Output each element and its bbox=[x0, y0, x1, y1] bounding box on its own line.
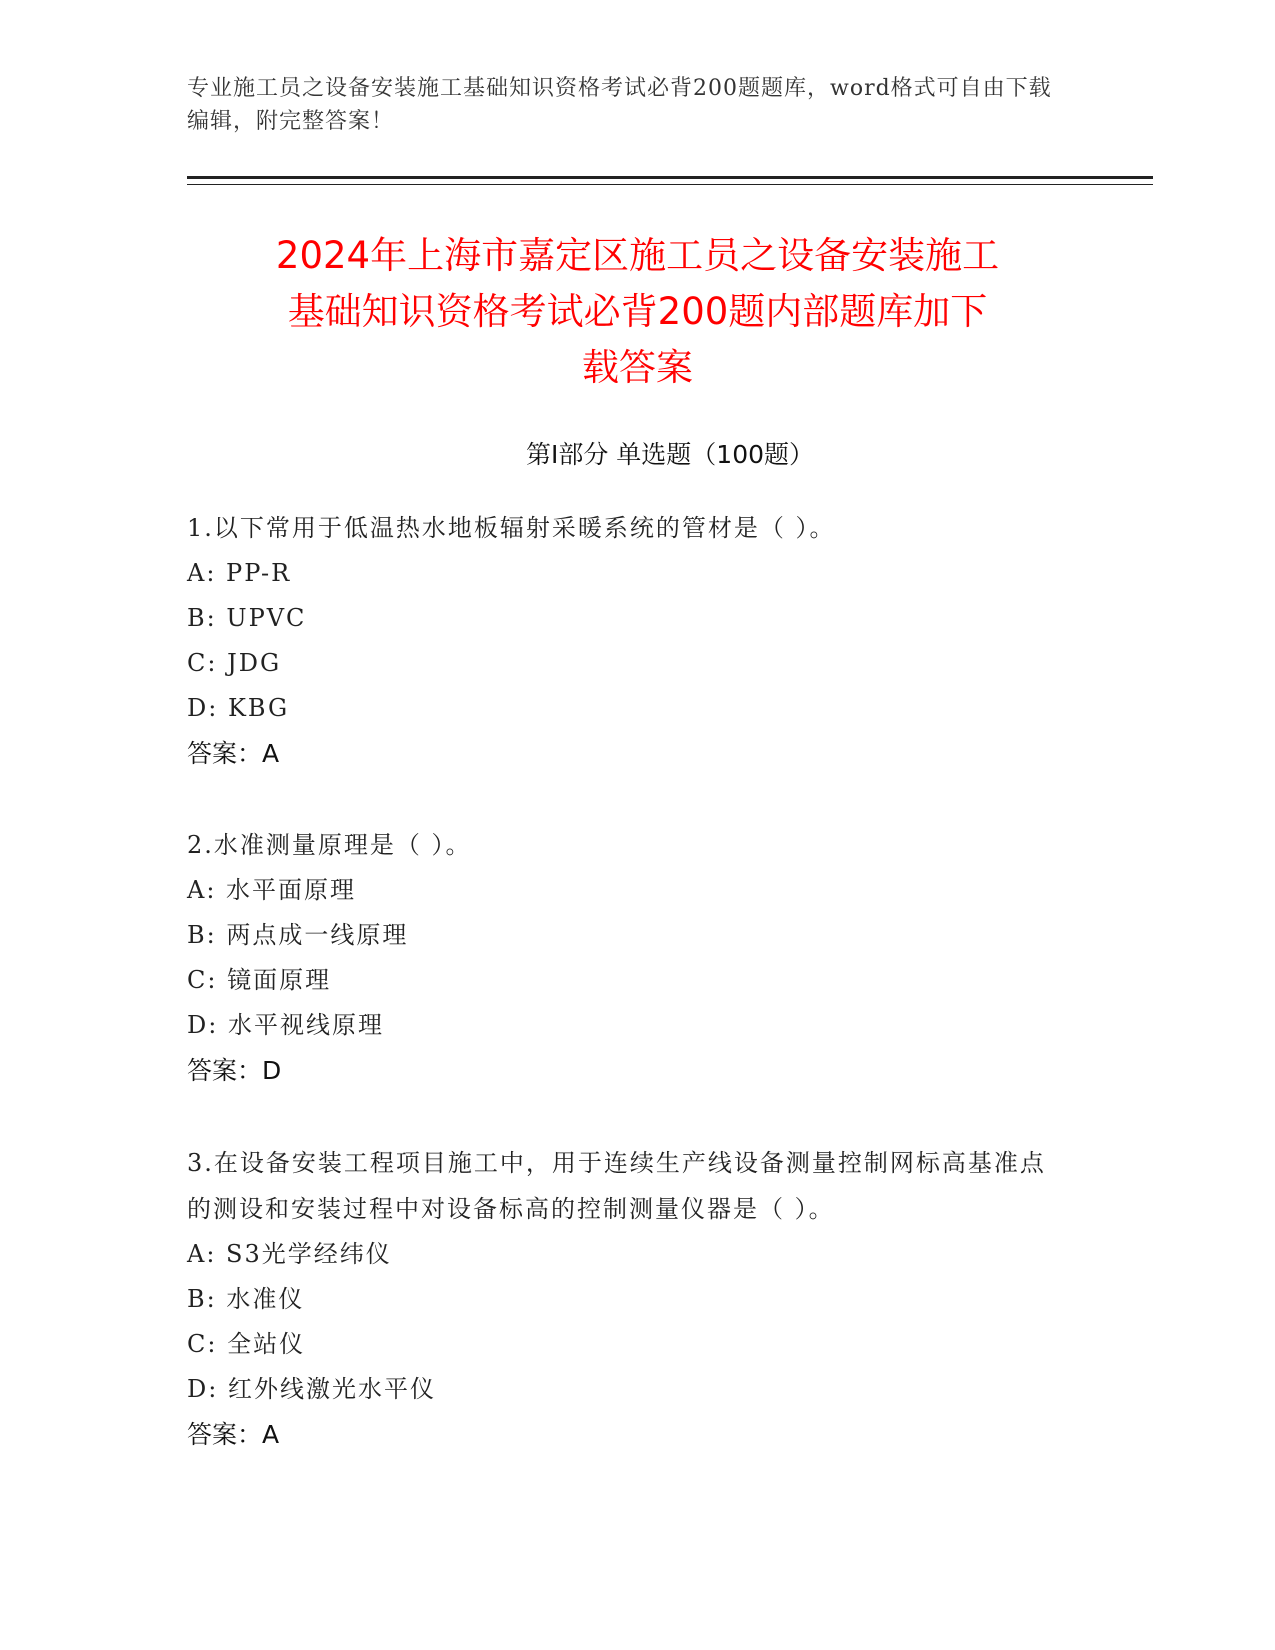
option-c: C: 镜面原理 bbox=[187, 966, 332, 994]
answer: 答案：A bbox=[187, 1420, 280, 1449]
option-d: D: 水平视线原理 bbox=[187, 1011, 384, 1039]
document-title bbox=[160, 228, 1115, 396]
title-line-2: 基础知识资格考试必背200题内部题库加下 bbox=[287, 290, 988, 333]
option-a: A: 水平面原理 bbox=[187, 876, 357, 904]
option-d: D: 红外线激光水平仪 bbox=[187, 1375, 436, 1403]
answer: 答案：A bbox=[187, 739, 280, 768]
question-1 bbox=[187, 505, 1067, 777]
question-3 bbox=[187, 1140, 1067, 1458]
section-title: 第Ⅰ部分 单选题（100题） bbox=[525, 440, 815, 469]
title-line-3: 载答案 bbox=[582, 346, 693, 389]
question-stem: 1.以下常用于低温热水地板辐射采暖系统的管材是（ ）。 bbox=[187, 514, 836, 542]
option-d: D: KBG bbox=[187, 694, 290, 722]
option-a: A: S3光学经纬仪 bbox=[187, 1240, 392, 1268]
option-c: C: JDG bbox=[187, 649, 282, 677]
option-b: B: 两点成一线原理 bbox=[187, 921, 409, 949]
option-b: B: UPVC bbox=[187, 604, 307, 632]
header-divider-thick bbox=[187, 176, 1153, 179]
header-note: 专业施工员之设备安装施工基础知识资格考试必背200题题库，word格式可自由下载编辑，附完整答案！ bbox=[187, 76, 1052, 134]
option-c: C: 全站仪 bbox=[187, 1330, 306, 1358]
question-stem: 3.在设备安装工程项目施工中，用于连续生产线设备测量控制网标高基准点的测设和安装过程中对设备标高的控制测量仪器是（ ）。 bbox=[187, 1149, 1046, 1223]
question-stem: 2.水准测量原理是（ ）。 bbox=[187, 831, 472, 859]
header-divider-thin bbox=[187, 184, 1153, 185]
answer: 答案：D bbox=[187, 1056, 282, 1085]
option-a: A: PP-R bbox=[187, 559, 292, 587]
question-2 bbox=[187, 822, 1067, 1094]
option-b: B: 水准仪 bbox=[187, 1285, 305, 1313]
title-line-1: 2024年上海市嘉定区施工员之设备安装施工 bbox=[275, 234, 1000, 277]
